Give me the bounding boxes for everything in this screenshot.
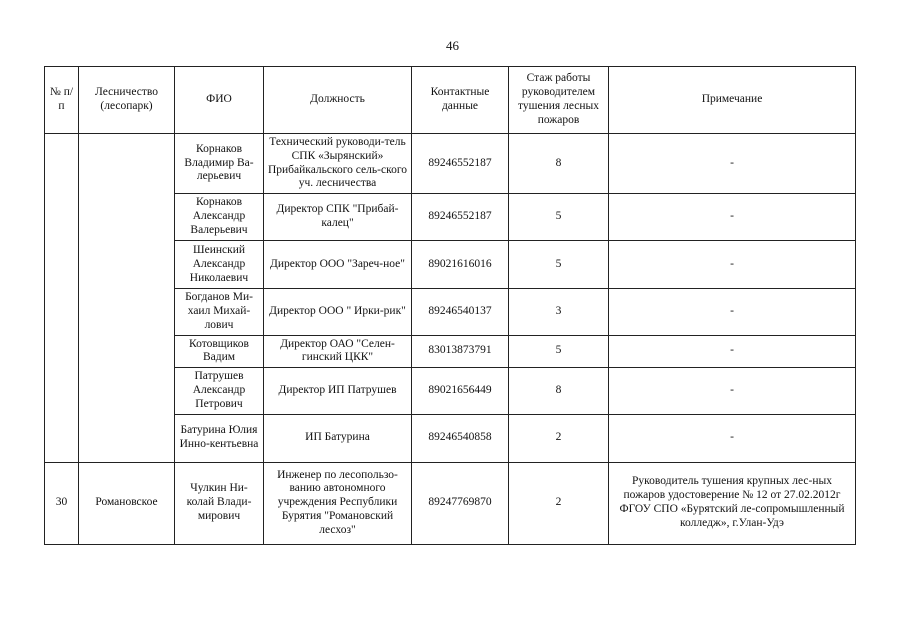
fio-cell: Котовщиков Вадим (175, 335, 264, 368)
note-cell: - (609, 414, 856, 462)
fio-cell: Чулкин Ни-колай Влади-мирович (175, 462, 264, 544)
position-cell: Инженер по лесопользо-ванию автономного учреждения Республики Бурятия "Романовский лесхоз" (264, 462, 412, 544)
position-cell: Директор ИП Патрушев (264, 368, 412, 414)
contact-cell: 89246540137 (412, 289, 509, 335)
position-cell: Директор ООО " Ирки-рик" (264, 289, 412, 335)
header-experience: Стаж работы руководителем тушения лесных пожаров (509, 67, 609, 134)
note-cell: - (609, 241, 856, 289)
note-cell: - (609, 289, 856, 335)
staff-table (44, 66, 856, 545)
table-row (45, 462, 856, 544)
position-cell: ИП Батурина (264, 414, 412, 462)
fio-cell: Корнаков Александр Валерьевич (175, 194, 264, 241)
experience-cell: 8 (509, 368, 609, 414)
fio-cell: Богданов Ми-хаил Михай-лович (175, 289, 264, 335)
position-cell: Технический руководи-тель СПК «Зырянский» Прибайкальского сель-ского уч. лесничества (264, 134, 412, 194)
note-cell: - (609, 134, 856, 194)
position-cell: Директор СПК "Прибай-калец" (264, 194, 412, 241)
fio-cell: Патрушев Александр Петрович (175, 368, 264, 414)
header-position: Должность (264, 67, 412, 134)
contact-cell: 89021656449 (412, 368, 509, 414)
position-cell: Директор ОАО "Селен-гинский ЦКК" (264, 335, 412, 368)
contact-cell: 89246552187 (412, 194, 509, 241)
note-cell: - (609, 335, 856, 368)
number-cell-empty (45, 134, 79, 463)
experience-cell: 2 (509, 462, 609, 544)
contact-cell: 83013873791 (412, 335, 509, 368)
header-row (45, 67, 856, 134)
table-row (45, 134, 856, 194)
note-cell: - (609, 368, 856, 414)
experience-cell: 5 (509, 194, 609, 241)
contact-cell: 89021616016 (412, 241, 509, 289)
forestry-cell-empty (79, 134, 175, 463)
fio-cell: Корнаков Владимир Ва-лерьевич (175, 134, 264, 194)
number-cell: 30 (45, 462, 79, 544)
header-contact: Контактные данные (412, 67, 509, 134)
contact-cell: 89247769870 (412, 462, 509, 544)
page-number: 46 (446, 38, 459, 53)
contact-cell: 89246540858 (412, 414, 509, 462)
experience-cell: 3 (509, 289, 609, 335)
position-cell: Директор ООО "Зареч-ное" (264, 241, 412, 289)
note-cell: Руководитель тушения крупных лес-ных пожаров удостоверение № 12 от 27.02.2012г ФГОУ СПО «Бурятский ле-сопромышленный колледж», г.Улан-Удэ (609, 462, 856, 544)
header-fio: ФИО (175, 67, 264, 134)
experience-cell: 2 (509, 414, 609, 462)
experience-cell: 5 (509, 241, 609, 289)
header-note: Примечание (609, 67, 856, 134)
experience-cell: 5 (509, 335, 609, 368)
fio-cell: Шеинский Александр Николаевич (175, 241, 264, 289)
fio-cell: Батурина Юлия Инно-кентьевна (175, 414, 264, 462)
contact-cell: 89246552187 (412, 134, 509, 194)
note-cell: - (609, 194, 856, 241)
header-number: № п/п (45, 67, 79, 134)
header-forestry: Лесничество (лесопарк) (79, 67, 175, 134)
experience-cell: 8 (509, 134, 609, 194)
forestry-cell: Романовское (79, 462, 175, 544)
